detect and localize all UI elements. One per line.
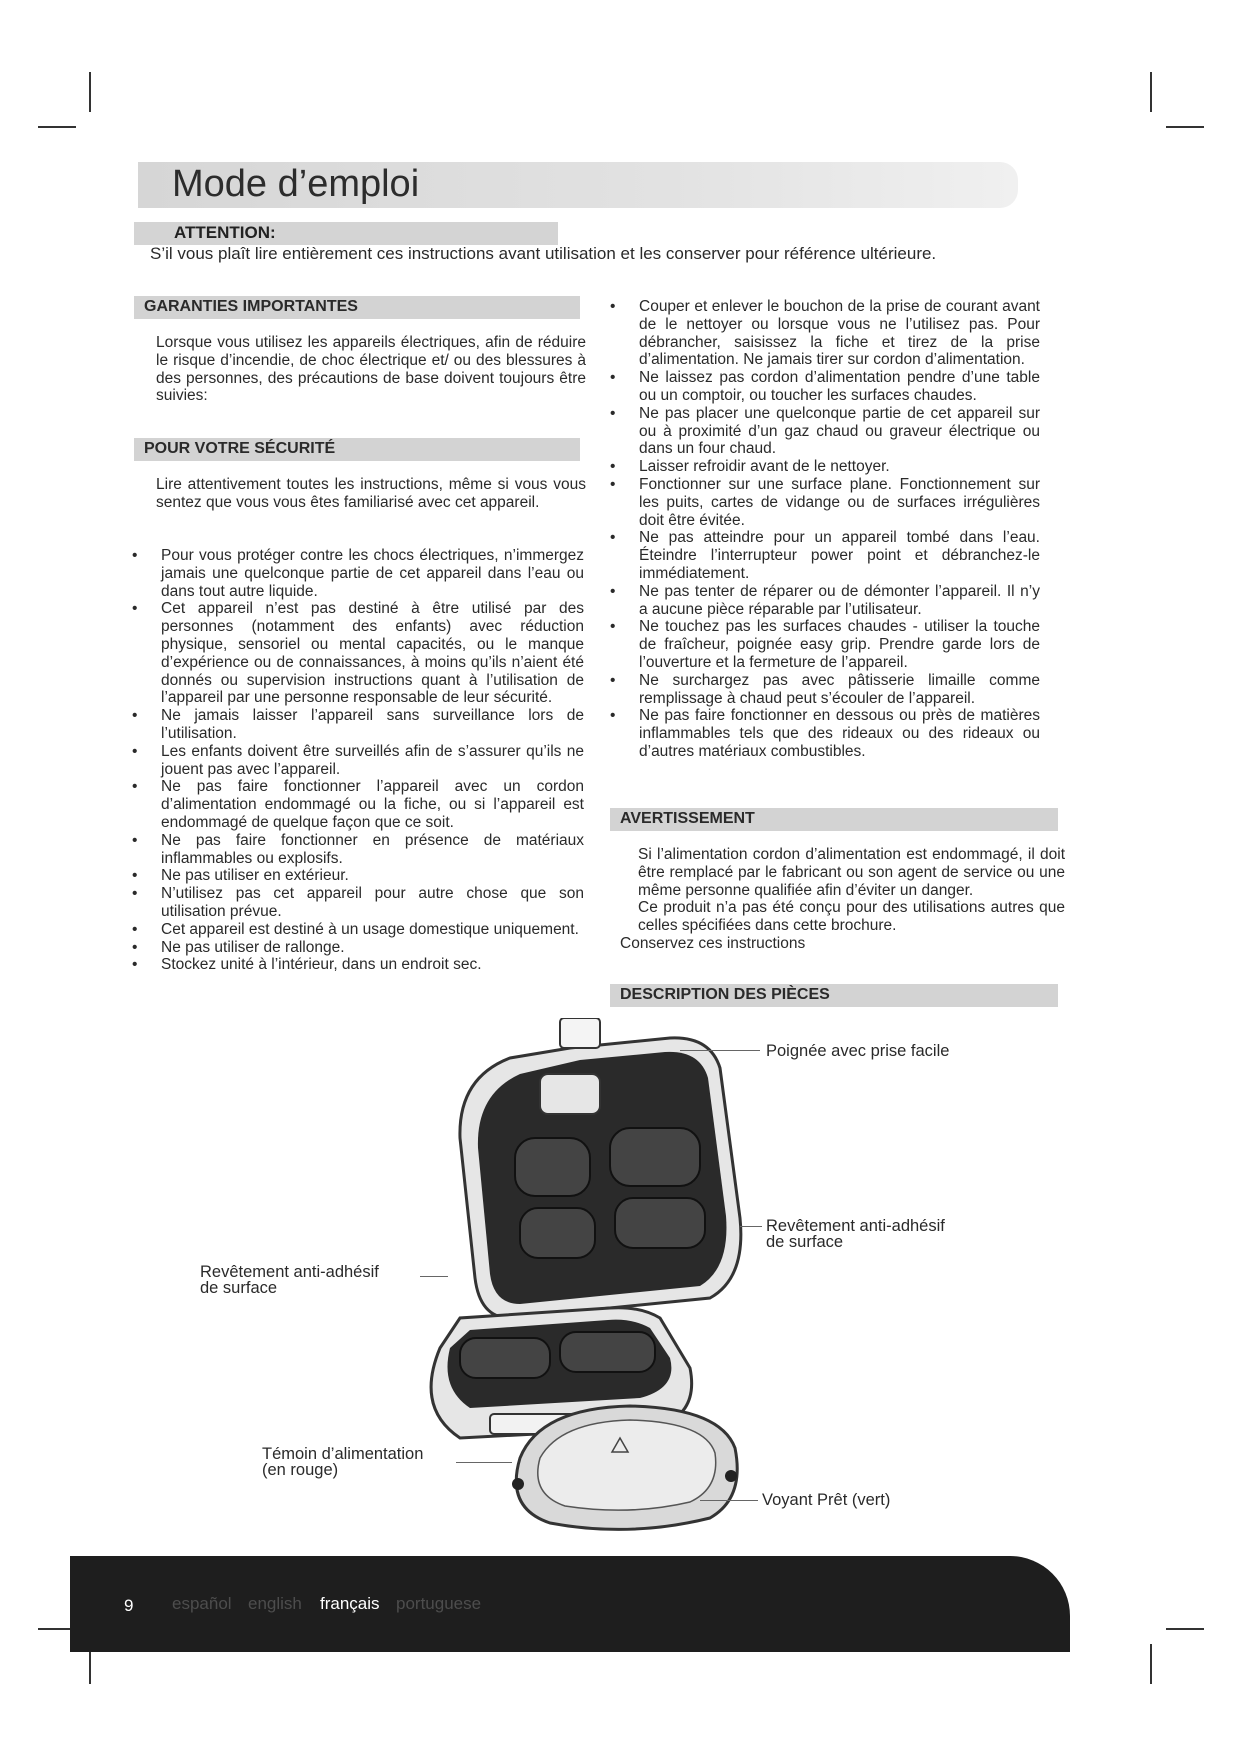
language-espanol[interactable]: español [172,1594,232,1613]
list-item: • Les enfants doivent être surveillés afin de s’assurer qu’ils ne jouent pas avec l’appareil. [132,743,584,779]
crop-mark [1166,126,1204,128]
avertissement-block [620,846,1065,953]
leader-line [740,1226,762,1227]
list-item: • Ne pas utiliser en extérieur. [132,867,584,885]
crop-mark [1166,1628,1204,1630]
crop-mark [38,126,76,128]
leader-line [420,1276,448,1277]
avertissement-text2: Ce produit n’a pas été conçu pour des utilisations autres que celles spécifiées dans cette brochure. [638,899,1065,935]
leader-line [680,1050,760,1051]
crop-mark [89,72,91,112]
label-coating-left-2: de surface [200,1279,278,1297]
label-handle: Poignée avec prise facile [766,1042,950,1060]
list-item: • Ne laissez pas cordon d’alimentation pendre d’une table ou un comptoir, ou toucher les surfaces chaudes. [610,369,1040,405]
list-item: • Cet appareil n’est pas destiné à être utilisé par des personnes (notamment des enfants) avec réduction physique, sensoriel ou mental capacités, ou le manque d’expérience ou de connaissances, à moins qu’ils n’aient été donnés ou supervision instructions quant à l’utilisation de l’appareil par une personne responsable de leur sécurité. [132,600,584,707]
avertissement-text3: Conservez ces instructions [620,934,806,952]
list-item: • Ne surchargez pas avec pâtisserie limaille comme remplissage à chaud peut s’écouler de l’appareil. [610,672,1040,708]
list-item: • N’utilisez pas cet appareil pour autre chose que son utilisation prévue. [132,885,584,921]
list-item: • Laisser refroidir avant de le nettoyer. [610,458,1040,476]
section-heading-garanties: GARANTIES IMPORTANTES [144,298,358,315]
label-ready-light: Voyant Prêt (vert) [762,1491,891,1509]
garanties-text-block [156,334,586,405]
section-heading-description: DESCRIPTION DES PIÈCES [620,986,830,1003]
attention-text: S’il vous plaît lire entièrement ces instructions avant utilisation et les conserver pour référence ultérieure. [150,244,937,263]
page-number: 9 [124,1596,134,1615]
list-item: • Ne pas atteindre pour un appareil tombé dans l’eau. Éteindre l’interrupteur power point et débranchez-le immédiatement. [610,529,1040,582]
label-power-light-2: (en rouge) [262,1461,339,1479]
page-title: Mode d’emploi [172,163,420,205]
list-item: • Stockez unité à l’intérieur, dans un endroit sec. [132,956,584,974]
garanties-text: Lorsque vous utilisez les appareils électriques, afin de réduire le risque d’incendie, de choc électrique et/ ou des blessures à des personnes, des précautions de base doivent toujours être suivies: [156,334,586,405]
closed-unit-illustration [500,1398,750,1538]
list-item: • Ne touchez pas les surfaces chaudes - utiliser la touche de fraîcheur, poignée easy grip. Prendre garde lors de l’ouverture et la fermeture de l’appareil. [610,618,1040,671]
label-coating-right-1: Revêtement anti-adhésif [766,1217,945,1235]
section-heading-securite: POUR VOTRE SÉCURITÉ [144,440,336,457]
leader-line [456,1462,512,1463]
list-item: • Couper et enlever le bouchon de la prise de courant avant de le nettoyer ou lorsque vous ne l’utilisez pas. Pour débrancher, saisissez la fiche et tirez de la prise d’alimentation. Ne jamais tirer sur cordon d’alimentation. [610,298,1040,369]
securite-list [132,547,584,974]
list-item: • Pour vous protéger contre les chocs électriques, n’immergez jamais une quelconque partie de cet appareil dans l’eau ou dans tout autre liquide. [132,547,584,600]
label-coating-left-1: Revêtement anti-adhésif [200,1263,379,1281]
language-english[interactable]: english [248,1594,302,1613]
list-item: • Ne pas utiliser de rallonge. [132,939,584,957]
crop-mark [1150,72,1152,112]
leader-line [700,1500,758,1501]
language-portuguese[interactable]: portuguese [396,1594,482,1613]
list-item: • Fonctionner sur une surface plane. Fonctionnement sur les puits, cartes de vidange ou de surfaces irrégulières doit être évitée. [610,476,1040,529]
section-heading-avertissement: AVERTISSEMENT [620,810,755,827]
securite-intro: Lire attentivement toutes les instructions, même si vous vous sentez que vous vous êtes familiarisé avec cet appareil. [156,476,586,511]
right-safety-list [610,298,1040,761]
label-power-light-1: Témoin d’alimentation [262,1445,424,1463]
attention-label: ATTENTION: [174,223,276,242]
crop-mark [1150,1644,1152,1684]
list-item: • Ne pas placer une quelconque partie de cet appareil sur ou à proximité d’un gaz chaud ou graveur électrique ou dans un four chaud. [610,405,1040,458]
list-item: • Ne pas tenter de réparer ou de démonter l’appareil. Il n’y a aucune pièce réparable par l’utilisateur. [610,583,1040,619]
list-item: • Ne jamais laisser l’appareil sans surveillance lors de l’utilisation. [132,707,584,743]
avertissement-text1: Si l’alimentation cordon d’alimentation est endommagé, il doit être remplacé par le fabricant ou son agent de service ou une même personne qualifiée afin d’éviter un danger. [638,846,1065,899]
list-item: • Ne pas faire fonctionner l’appareil avec un cordon d’alimentation endommagé ou la fiche, ou si l’appareil est endommagé de quelque façon que ce soit. [132,778,584,831]
language-francais[interactable]: français [320,1594,380,1613]
list-item: • Cet appareil est destiné à un usage domestique uniquement. [132,921,584,939]
label-coating-right-2: de surface [766,1233,844,1251]
list-item: • Ne pas faire fonctionner en dessous ou près de matières inflammables tels que des rideaux ou des rideaux ou d’autres matériaux combustibles. [610,707,1040,760]
securite-intro-block [156,476,586,512]
list-item: • Ne pas faire fonctionner en présence de matériaux inflammables ou explosifs. [132,832,584,868]
